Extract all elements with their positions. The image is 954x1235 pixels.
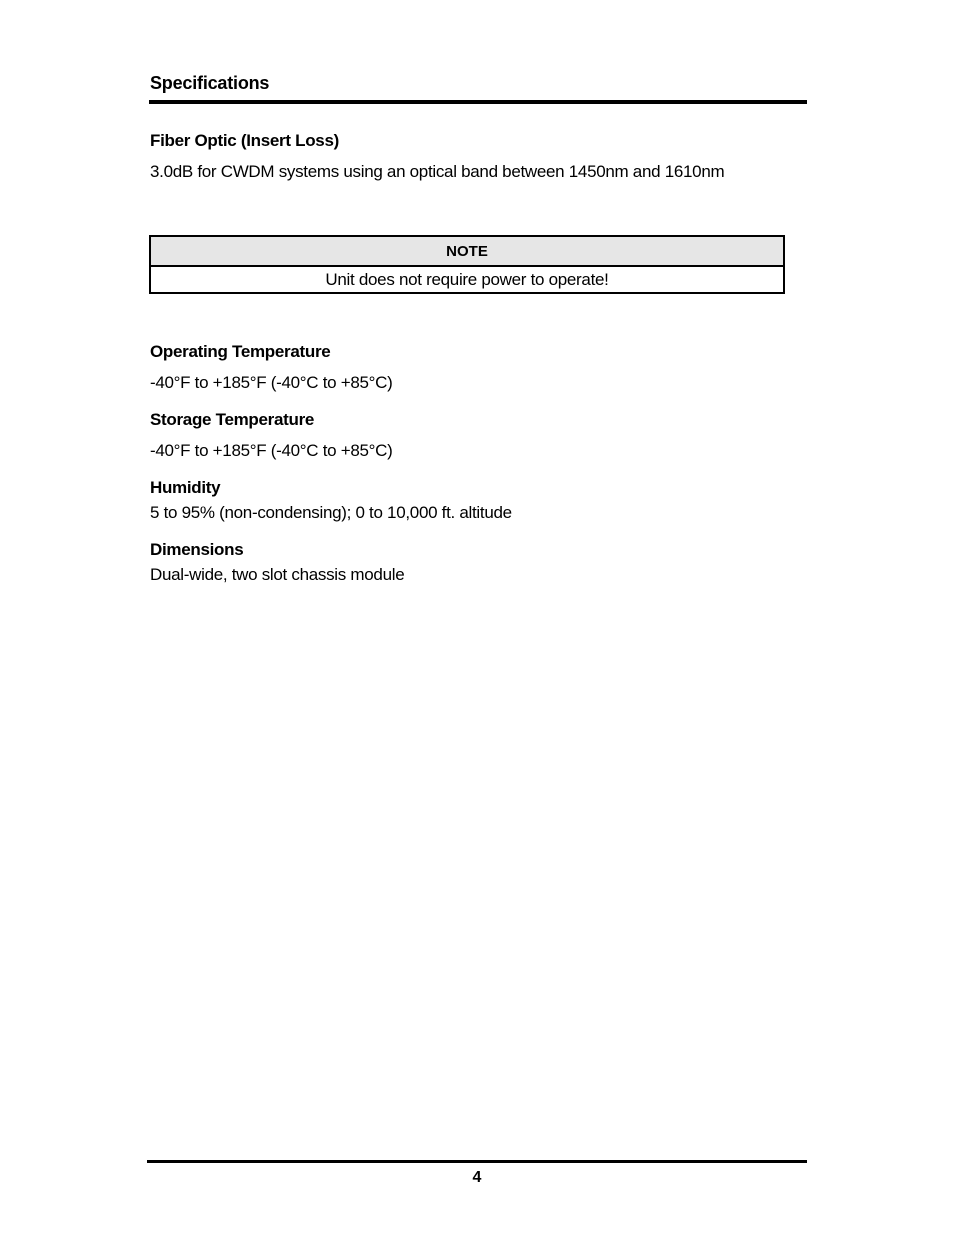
dimensions-heading: Dimensions: [150, 540, 244, 559]
page-title: Specifications: [150, 73, 270, 93]
humidity-heading: Humidity: [150, 478, 221, 497]
storage-temperature-heading: Storage Temperature: [150, 410, 315, 429]
note-header: NOTE: [151, 237, 783, 267]
page-number: 4: [472, 1169, 482, 1186]
note-text: Unit does not require power to operate!: [325, 270, 609, 289]
header-rule: [149, 100, 807, 104]
operating-temperature-heading: Operating Temperature: [150, 342, 331, 361]
dimensions-text: Dual-wide, two slot chassis module: [150, 565, 405, 584]
humidity-text: 5 to 95% (non-condensing); 0 to 10,000 ft. altitude: [150, 503, 512, 522]
fiber-optic-text: 3.0dB for CWDM systems using an optical band between 1450nm and 1610nm: [150, 162, 725, 181]
storage-temperature-text: -40°F to +185°F (-40°C to +85°C): [150, 441, 393, 460]
footer-rule: [147, 1160, 807, 1163]
fiber-optic-heading: Fiber Optic (Insert Loss): [150, 131, 339, 150]
operating-temperature-text: -40°F to +185°F (-40°C to +85°C): [150, 373, 393, 392]
note-box: [149, 235, 785, 294]
